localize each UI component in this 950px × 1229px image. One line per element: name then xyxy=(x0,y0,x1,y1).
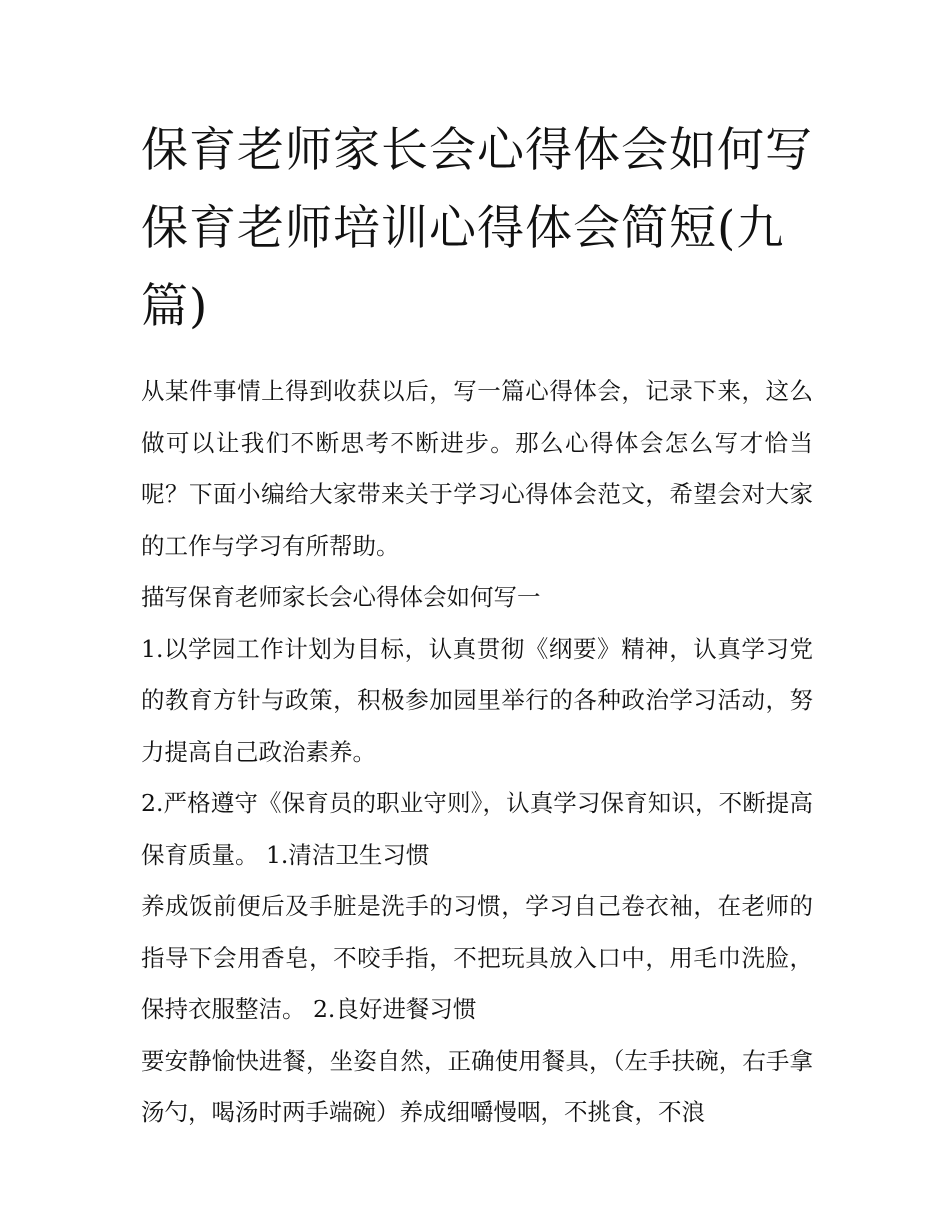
paragraph-hygiene: 养成饭前便后及手脏是洗手的习惯，学习自己卷衣袖，在老师的指导下会用香皂，不咬手指，不把玩具放入口中，用毛巾洗脸，保持衣服整洁。 2.良好进餐习惯 xyxy=(141,892,813,1023)
paragraph-dining: 要安静愉快进餐，坐姿自然，正确使用餐具，（左手扶碗，右手拿汤勺，喝汤时两手端碗）养成细嚼慢咽，不挑食，不浪 xyxy=(141,1046,813,1126)
section-heading: 描写保育老师家长会心得体会如何写一 xyxy=(141,583,541,611)
paragraph-item-1: 1.以学园工作计划为目标，认真贯彻《纲要》精神，认真学习党的教育方针与政策，积极参加园里举行的各种政治学习活动，努力提高自己政治素养。 xyxy=(141,634,813,766)
paragraph-item-2: 2.严格遵守《保育员的职业守则》，认真学习保育知识，不断提高保育质量。 1.清洁卫生习惯 xyxy=(141,789,813,869)
intro-paragraph: 从某件事情上得到收获以后，写一篇心得体会，记录下来，这么做可以让我们不断思考不断进步。那么心得体会怎么写才恰当呢？下面小编给大家带来关于学习心得体会范文，希望会对大家的工作与学习有所帮助。 xyxy=(141,377,813,560)
document-body xyxy=(141,112,813,1139)
document-title: 保育老师家长会心得体会如何写 保育老师培训心得体会简短(九篇) xyxy=(141,123,813,334)
